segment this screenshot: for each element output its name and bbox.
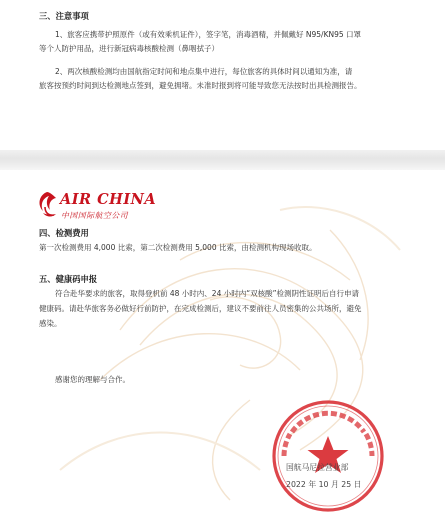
fees-line-1: 第一次检测费用 4,000 比索，第二次检测费用 5,000 比索，由检测机构现场收取。	[39, 243, 317, 252]
signature-org: 国航马尼拉营业部	[286, 463, 349, 472]
notes-item-1-line-2: 等个人防护用品，进行新冠病毒核酸检测（鼻咽拭子）	[39, 44, 219, 53]
health-code-line-3: 感染。	[39, 319, 62, 328]
fees-section-title: 四、检测费用	[39, 228, 89, 238]
notes-item-2-line-1: 2、两次核酸检测均由国航指定时间和地点集中进行，每位旅客的具体时间以通知为准，请	[55, 67, 353, 76]
logo-subtitle: 中国国际航空公司	[61, 211, 129, 220]
notes-item-1-line-1: 1、旅客应携带护照原件（或有效乘机证件），签字笔，消毒酒精，并佩戴好 N95/KN95 口罩	[55, 30, 362, 39]
health-code-line-2: 健康码。请赴华旅客务必做好行前防护，在完成检测后，建议不要前往人员密集的公共场所，避免	[39, 304, 362, 313]
health-code-section-title: 五、健康码申报	[39, 274, 98, 284]
document-page-bottom	[0, 170, 445, 512]
notes-item-2-line-2: 旅客按预约时间到达检测地点签到，避免拥堵。未准时报到将可能导致您无法按时出具检测报告。	[39, 81, 362, 90]
logo-name: AIR CHINA	[60, 191, 157, 208]
notes-section-title: 三、注意事项	[39, 11, 89, 21]
phoenix-logo-icon	[34, 189, 60, 221]
health-code-line-1: 符合赴华要求的旅客，取得登机前 48 小时内、24 小时内“双核酸”检测阴性证明后自行申请	[55, 289, 360, 298]
signature-date: 2022 年 10 月 25 日	[286, 480, 362, 489]
page-separator	[0, 150, 445, 170]
document-page-top	[0, 0, 445, 150]
official-seal-icon	[268, 392, 388, 512]
air-china-logo	[34, 188, 157, 222]
closing-thanks: 感谢您的理解与合作。	[55, 375, 130, 384]
